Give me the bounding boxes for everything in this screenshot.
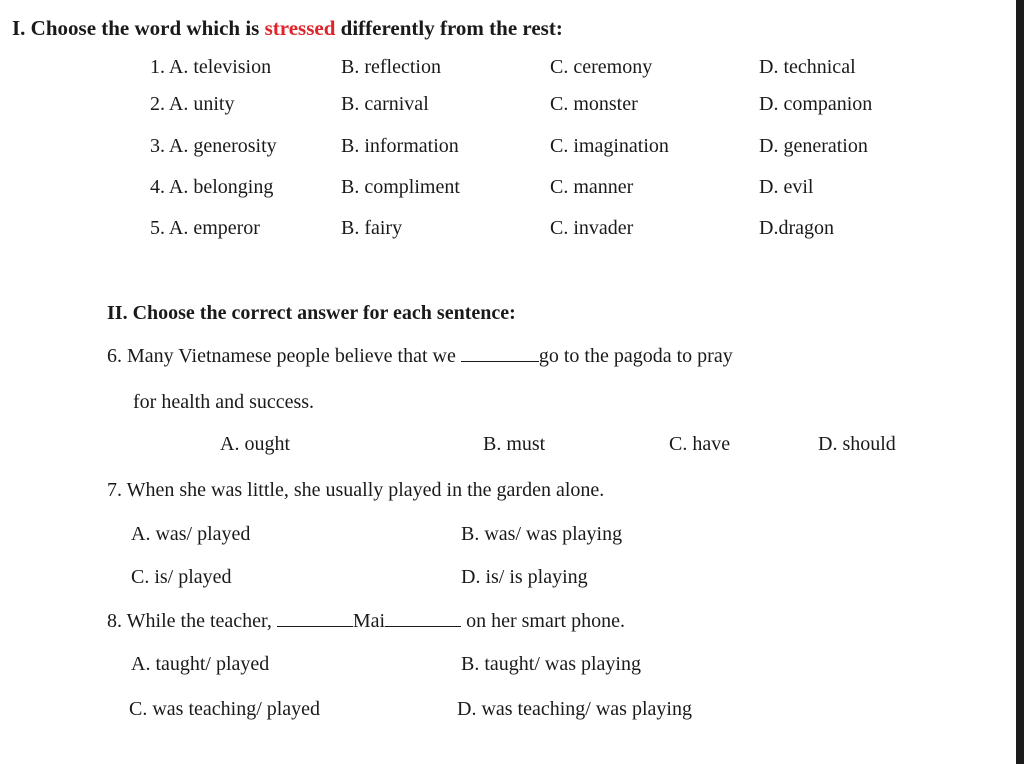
q7-option-b: B. was/ was playing <box>461 523 623 545</box>
q3-option-d: D. generation <box>759 135 868 157</box>
q8-option-d: D. was teaching/ was playing <box>457 698 692 720</box>
q4-option-a: 4. A. belonging <box>150 176 274 198</box>
section1-title-pre: I. Choose the word which is <box>12 16 265 40</box>
q7-option-d: D. is/ is playing <box>461 566 588 588</box>
q2-option-c: C. monster <box>550 93 638 115</box>
section2-title: II. Choose the correct answer for each sentence: <box>107 302 516 324</box>
q8-stem <box>107 610 625 633</box>
q7-option-a: A. was/ played <box>131 523 251 545</box>
q8-stem-mid: Mai <box>352 610 386 632</box>
q6-blank <box>461 345 539 362</box>
q4-option-b: B. compliment <box>341 176 460 198</box>
q8-stem-post: on her smart phone. <box>461 610 625 632</box>
q2-option-a: 2. A. unity <box>150 93 235 115</box>
q7-option-c: C. is/ played <box>131 566 232 588</box>
q2-option-b: B. carnival <box>341 93 429 115</box>
section1-title-post: differently from the rest: <box>335 16 563 40</box>
q6-option-b: B. must <box>483 433 546 455</box>
section1-title-highlight: stressed <box>264 16 336 40</box>
q8-option-b: B. taught/ was playing <box>461 653 641 675</box>
q6-option-c: C. have <box>669 433 731 455</box>
q3-option-b: B. information <box>341 135 459 157</box>
q5-option-d: D.dragon <box>759 217 834 239</box>
q1-option-d: D. technical <box>759 56 856 78</box>
q1-option-b: B. reflection <box>341 56 441 78</box>
q8-stem-pre: 8. While the teacher, <box>107 610 277 632</box>
q8-option-c: C. was teaching/ played <box>129 698 321 720</box>
q6-option-a: A. ought <box>220 433 290 455</box>
q8-blank-2 <box>385 610 461 627</box>
q5-option-c: C. invader <box>550 217 634 239</box>
q6-option-d: D. should <box>818 433 896 455</box>
q6-stem-line2: for health and success. <box>133 391 315 413</box>
q3-option-c: C. imagination <box>550 135 669 157</box>
q7-stem: 7. When she was little, she usually played in the garden alone. <box>107 479 605 501</box>
window-edge-bar <box>1016 0 1024 764</box>
q6-stem <box>107 345 733 368</box>
q1-option-c: C. ceremony <box>550 56 653 78</box>
q4-option-c: C. manner <box>550 176 634 198</box>
q5-option-b: B. fairy <box>341 217 403 239</box>
q1-option-a: 1. A. television <box>150 56 272 78</box>
q2-option-d: D. companion <box>759 93 873 115</box>
q3-option-a: 3. A. generosity <box>150 135 277 157</box>
q5-option-a: 5. A. emperor <box>150 217 260 239</box>
q4-option-d: D. evil <box>759 176 814 198</box>
q6-stem-post: go to the pagoda to pray <box>538 345 733 367</box>
q6-stem-pre: 6. Many Vietnamese people believe that we <box>107 345 461 367</box>
q8-blank-1 <box>277 610 353 627</box>
q8-option-a: A. taught/ played <box>131 653 270 675</box>
section1-title <box>12 16 563 41</box>
